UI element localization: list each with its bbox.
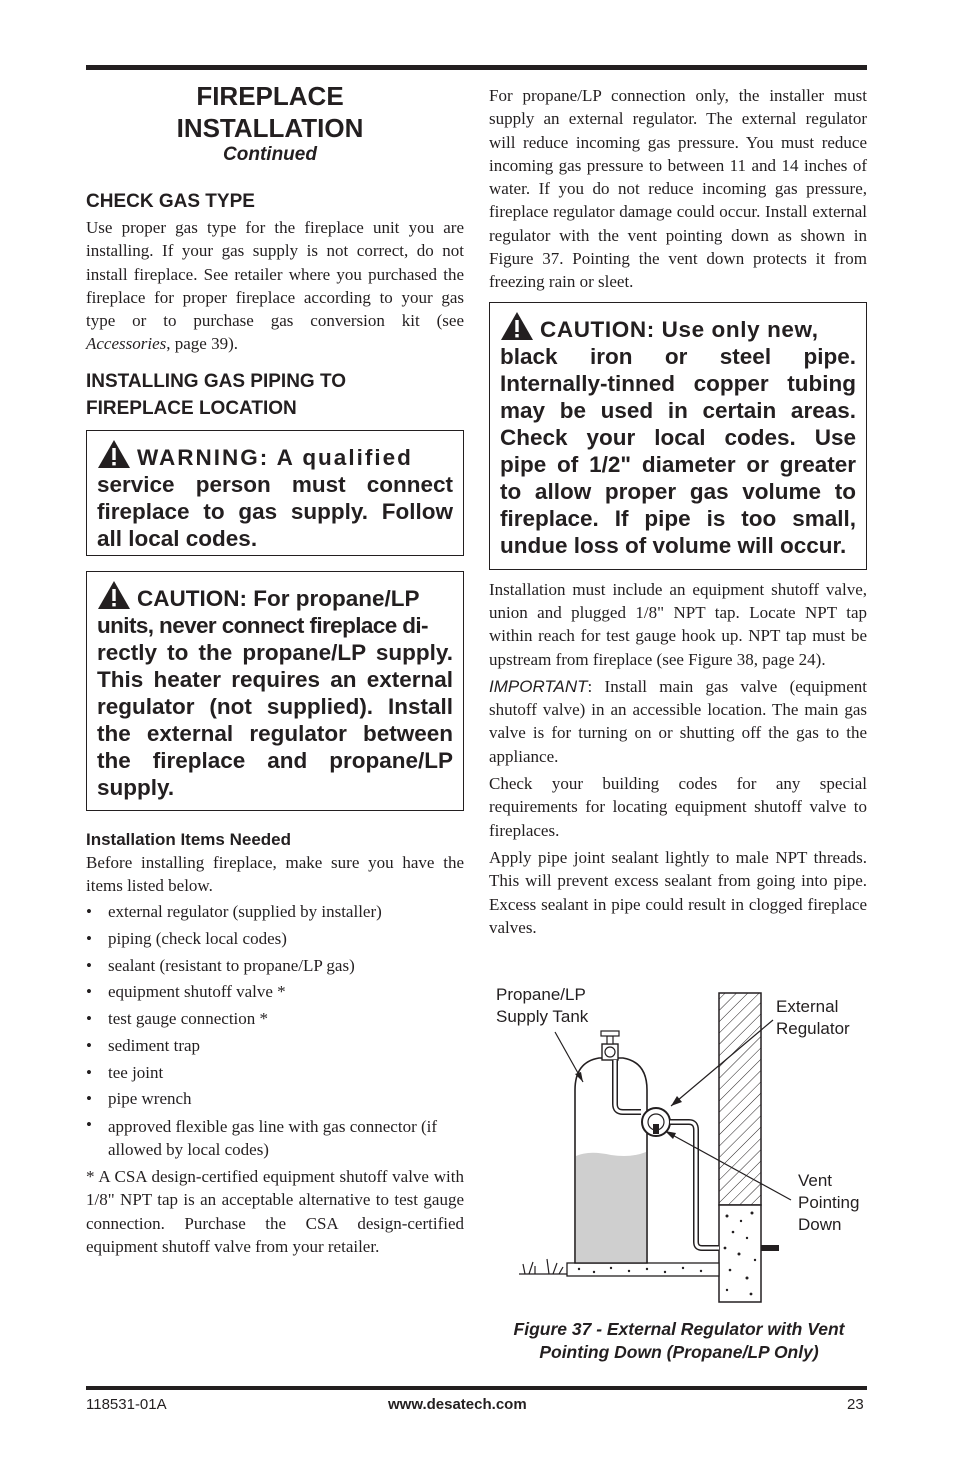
check-gas-type-text-a: Use proper gas type for the fireplace unit you are installing. If your gas supply is not correct, do not install fireplace. See retailer where you purchased the fireplace for proper fireplace according to your gas type or to purchase gas conversion kit (see [86,218,464,331]
regulator-vent [653,1124,659,1134]
page-title-line2: INSTALLATION [176,113,364,143]
caution-pipe-rest: black iron or steel pipe. Internally-tinned copper tubing may be used in certain areas. Check your local codes. Use pipe of 1/2" diameter or greater to allow proper gas volume to fireplace. If pipe is too small, undue loss of volume will occur. [500,343,856,558]
page-number: 23 [847,1396,864,1413]
warning-box [86,430,464,556]
caution-lp-rest: rectly to the propane/LP supply. This heater requires an external regulator (not supplied). Install the external regulator between the fireplace and propane/LP supply. [97,639,453,800]
items-needed-heading: Installation Items Needed [86,829,291,849]
important-label: IMPORTANT [489,676,588,696]
ground-slab [567,1263,719,1276]
caution-lp-lead: CAUTION: For propane/LP [137,585,420,611]
check-gas-type-heading: CHECK GAS TYPE [86,191,255,212]
warning-rest: service person must connect fireplace to gas supply. Follow all local codes. [97,471,453,551]
page-title-line1: FIREPLACE [196,81,344,111]
sealant-paragraph: Apply pipe joint sealant lightly to male NPT threads. This will prevent excess sealant from going into pipe. Excess sealant in pipe could result in clogged fireplace valves. [489,847,867,937]
label-supply-tank [496,984,588,1028]
installing-piping-heading [86,368,464,422]
list-item: • sealant (resistant to propane/LP gas) [86,953,464,980]
items-needed-intro: Before installing fireplace, make sure you have the items listed below. [86,852,464,896]
tank-valve-stem [607,1036,613,1044]
label-vent-line2: Pointing [798,1193,860,1212]
label-external-regulator [776,996,850,1040]
page-subtitle: Continued [223,144,317,165]
grass [519,1259,567,1274]
label-vent-pointing-down [798,1170,859,1236]
list-item: • external regulator (supplied by installer) [86,899,464,926]
label-supply-tank-line1: Propane/LP [496,985,586,1004]
label-supply-tank-line2: Supply Tank [496,1007,589,1026]
tank-liquid [576,1152,646,1262]
installing-piping-heading-line1: INSTALLING GAS PIPING TO [86,370,347,392]
shutoff-paragraph: Installation must include an equipment shutoff valve, union and plugged 1/8" NPT tap. Locate NPT tap within reach for test gauge hook up. NPT tap must be upstream from fireplace (see Figure 38, page 24). [489,579,867,669]
caution-lp-box [86,571,464,811]
list-item: • sediment trap [86,1033,464,1060]
accessories-ref: Accessories [86,334,167,354]
outlet-pipe-inner [670,1122,719,1248]
caution-pipe-lead: CAUTION: Use only new, [540,316,819,342]
warning-lead: WARNING: A qualified [137,444,413,470]
tank-valve-handle [601,1031,619,1036]
important-paragraph [489,675,867,768]
check-gas-type-text [86,216,464,356]
list-item: • pipe wrench [86,1086,464,1113]
list-item: • test gauge connection * [86,1006,464,1033]
caution-icon [500,311,534,341]
warning-icon [97,439,131,469]
wall-hatch [719,993,761,1205]
list-item: • equipment shutoff valve * [86,979,464,1006]
important-text: : Install main gas valve (equipment shutoff valve) in an accessible location. The main gas valve is for turning on or shutting off the gas to the appliance. [489,676,867,766]
items-list [86,899,464,1163]
list-item: • piping (check local codes) [86,926,464,953]
propane-paragraph: For propane/LP connection only, the installer must supply an external regulator. The external regulator will reduce incoming gas pressure. You must reduce incoming gas pressure to between 11 and 14 inches of water. If you do not reduce incoming gas pressure, fireplace regulator damage could occur. Install external regulator with the vent pointing down as shown in Figure 37. Pointing the vent down protects it from freezing rain or sleet. [489,86,867,292]
label-vent-line3: Down [798,1215,842,1234]
bottom-rule [86,1386,867,1390]
check-gas-type-text-b: , page 39). [166,334,239,354]
list-item: • tee joint [86,1060,464,1087]
caution-pipe-lead-line [500,311,856,343]
left-column [86,78,464,1258]
label-external-regulator-line2: Regulator [776,1019,850,1038]
figure-37 [489,980,869,1310]
caution-icon [97,580,131,610]
warning-lead-line [97,439,453,471]
caution-lp-line2: units, never connect fireplace di- [97,612,428,638]
figure-caption-line2: Pointing Down (Propane/LP Only) [539,1342,819,1362]
label-vent-line1: Vent [798,1171,833,1190]
caution-pipe-box [489,302,867,570]
doc-number: 118531-01A [86,1396,167,1413]
codes-paragraph: Check your building codes for any special requirements for locating equipment shutoff valve to fireplaces. [489,774,867,840]
installing-piping-heading-line2: FIREPLACE LOCATION [86,397,297,419]
website-link[interactable]: www.desatech.com [388,1396,527,1413]
caution-lp-lead-line [97,580,453,612]
vent-leader-arrow [665,1131,676,1139]
right-column [489,84,867,939]
label-external-regulator-line1: External [776,997,839,1016]
list-item: • approved flexible gas line with gas connector (if allowed by local codes) [86,1113,464,1163]
figure-caption-line1: Figure 37 - External Regulator with Vent [513,1319,845,1339]
page-title [76,80,464,144]
figure-caption [489,1318,869,1364]
items-footnote: * A CSA design-certified equipment shutoff valve with 1/8" NPT tap is an acceptable alternative to test gauge connection. Purchase the CSA design-certified equipment shutoff valve from your retailer. [86,1167,464,1256]
top-rule [86,65,867,70]
